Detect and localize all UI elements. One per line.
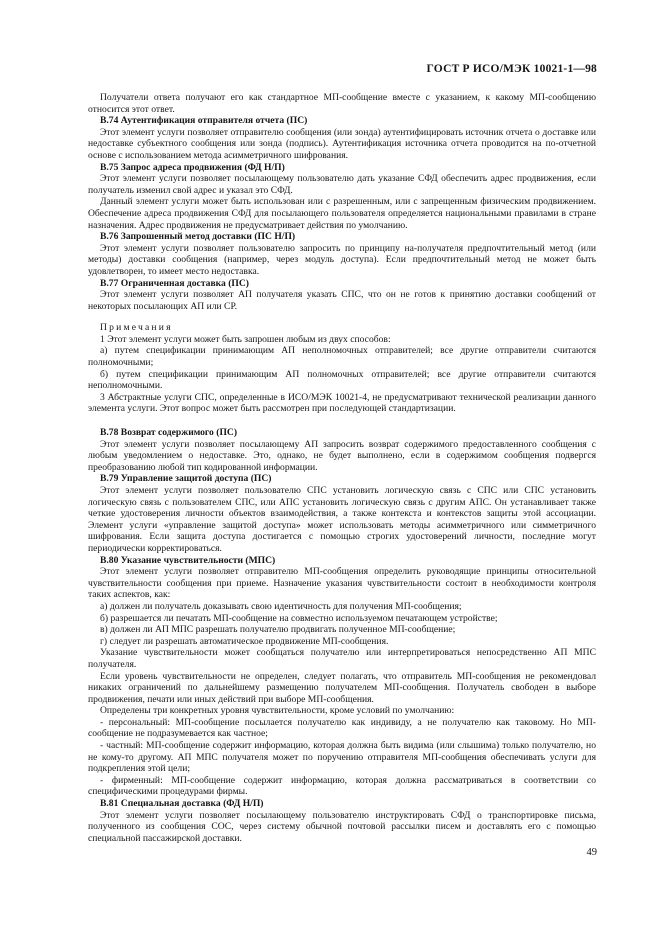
note-1a: а) путем спецификации принимающим АП неполномочных отправителей; все другие отправители считаются полномочными;: [88, 345, 596, 369]
intro-paragraph: Получатели ответа получают его как стандартное МП-сообщение вместе с указанием, к какому МП-сообщению относится этот ответ.: [88, 92, 596, 115]
section-b80-paragraph-4: Определены три конкретных уровня чувствительности, кроме условий по умолчанию:: [100, 705, 455, 717]
page-number: 49: [586, 847, 597, 858]
section-b80-list-c: в) должен ли АП МПС разрешать получателю продвигать полученное МП-сообщение;: [100, 624, 456, 636]
section-b74-heading: В.74 Аутентификация отправителя отчета (ПС): [100, 115, 308, 127]
section-b81-paragraph: Этот элемент услуги позволяет посылающему пользователю инструктировать СФД о транспортировке письма, полученного из сообщения СОС, через систему обычной почтовой рассылки писем и доставлять его с помощью специальной пассажирской доставки.: [88, 809, 596, 844]
section-b75-heading: В.75 Запрос адреса продвижения (ФД Н/П): [100, 161, 285, 173]
section-b80-dash-personal: - персональный: МП-сообщение посылается получателю как индивиду, а не получателю как таковому. Но МП-сообщение не подразумевается как частное;: [88, 716, 596, 740]
section-b80-paragraph-1: Этот элемент услуги позволяет отправителю МП-сообщения определить руководящие принципы относительной чувствительности сообщения при приеме. Назначение указания чувствительности состоит в необходимости контроля таких аспектов, как:: [88, 566, 596, 601]
section-gap: [88, 415, 596, 427]
section-b75-paragraph-2: Данный элемент услуги может быть использован или с разрешенным, или с запрещенным физическим продвижением. Обеспечение адреса продвижения СФД для посылающего пользователя определяется национальными правилами в стране назначения. Адрес продвижения не предусматривает действия по умолчанию.: [88, 196, 596, 231]
note-3: 3 Абстрактные услуги СПС, определенные в ИСО/МЭК 10021-4, не предусматривают технической реализации данного элемента услуги. Этот вопрос может быть рассмотрен при последующей стандартизации.: [88, 391, 596, 415]
notes-title: Примечания: [100, 322, 173, 334]
document-code-header: ГОСТ Р ИСО/МЭК 10021-1—98: [426, 63, 597, 75]
section-b80-list-a: а) должен ли получатель доказывать свою идентичность для получения МП-сообщения;: [100, 600, 462, 612]
section-b78-heading: В.78 Возврат содержимого (ПС): [100, 427, 238, 439]
note-1: 1 Этот элемент услуги может быть запрошен любым из двух способов:: [100, 333, 391, 345]
note-1b: б) путем спецификации принимающим АП полномочных отправителей; все другие отправители считаются неполномочными.: [88, 368, 596, 392]
section-b80-list-d: г) следует ли разрешать автоматическое продвижение МП-сообщения.: [100, 635, 389, 647]
section-b80-list-b: б) разрешается ли печатать МП-сообщение на совместно используемом печатающем устройстве;: [100, 612, 498, 624]
section-b78-paragraph: Этот элемент услуги позволяет посылающему АП запросить возврат содержимого предоставленного сообщения с любым уведомлением о недоставке. Это, однако, не будет выполнено, если в содержимом сообщения подвергся преобразованию любой тип кодированной информации.: [88, 438, 596, 473]
section-b79-paragraph: Этот элемент услуги позволяет пользователю СПС установить логическую связь с СПС или СПС установить логическую связь с пользователем СПС, или АПС установить логическую связь с другим АПС. Он устанавливает также четкие удостоверения личности объектов взаимодействия, а также контекста и контекстов защиты этой ассоциации. Элемент услуги «управление защитой доступа» может использовать методы асимметричного или симметричного шифрования. Если защита доступа достигается с помощью строгих удостоверений личности, последние могут периодически корректироваться.: [88, 485, 596, 554]
section-b77-heading: В.77 Ограниченная доставка (ПС): [100, 277, 249, 289]
section-b80-paragraph-2: Указание чувствительности может сообщаться получателю или интерпретироваться непосредственно АП МПС получателя.: [88, 647, 596, 670]
section-b81-heading: В.81 Специальная доставка (ФД Н/П): [100, 798, 264, 810]
section-b76-paragraph: Этот элемент услуги позволяет пользователю запросить по принципу на-получателя предпочтительный метод (или методы) доставки сообщения (например, через модуль доступа). Если предпочтительный метод не может быть удовлетворен, то имеет место недоставка.: [88, 242, 596, 277]
section-b76-heading: В.76 Запрошенный метод доставки (ПС Н/П): [100, 231, 296, 243]
section-b80-paragraph-3: Если уровень чувствительности не определен, следует полагать, что отправитель МП-сообщения не рекомендовал никаких ограничений по дальнейшему размещению получателем МП-сообщения. Получатель свободен в выборе продвижения, печати или иных действий при выборе МП-сообщения.: [88, 670, 596, 705]
section-b79-heading: В.79 Управление защитой доступа (ПС): [100, 473, 272, 485]
section-b80-dash-company: - фирменный: МП-сообщение содержит информацию, которая должна рассматриваться в соответствии со специфическими процедурами фирмы.: [88, 774, 596, 798]
document-body: [88, 92, 596, 844]
section-b80-dash-private: - частный: МП-сообщение содержит информацию, которая должна быть видима (или слышима) только получателю, но не кому-то другому. АП МПС получателя может по поручению отправителя МП-сообщения обеспечивать услуги для подкрепления этой цели;: [88, 740, 596, 775]
section-b75-paragraph-1: Этот элемент услуги позволяет посылающему пользователю дать указание СФД обеспечить адрес продвижения, если получатель изменил свой адрес и указал это СФД.: [88, 173, 596, 196]
section-b74-paragraph: Этот элемент услуги позволяет отправителю сообщения (или зонда) аутентифицировать источник отчета о доставке или недоставке субъектного сообщения или зонда (подпись). Аутентификация источника отчета проводится на по-отчетной основе с использованием метода асимметричного шифрования.: [88, 126, 596, 161]
section-b80-heading: В.80 Указание чувствительности (МПС): [100, 554, 276, 566]
section-b77-paragraph: Этот элемент услуги позволяет АП получателя указать СПС, что он не готов к принятию доставки сообщений от некоторых посылающих АП или СР.: [88, 289, 596, 312]
